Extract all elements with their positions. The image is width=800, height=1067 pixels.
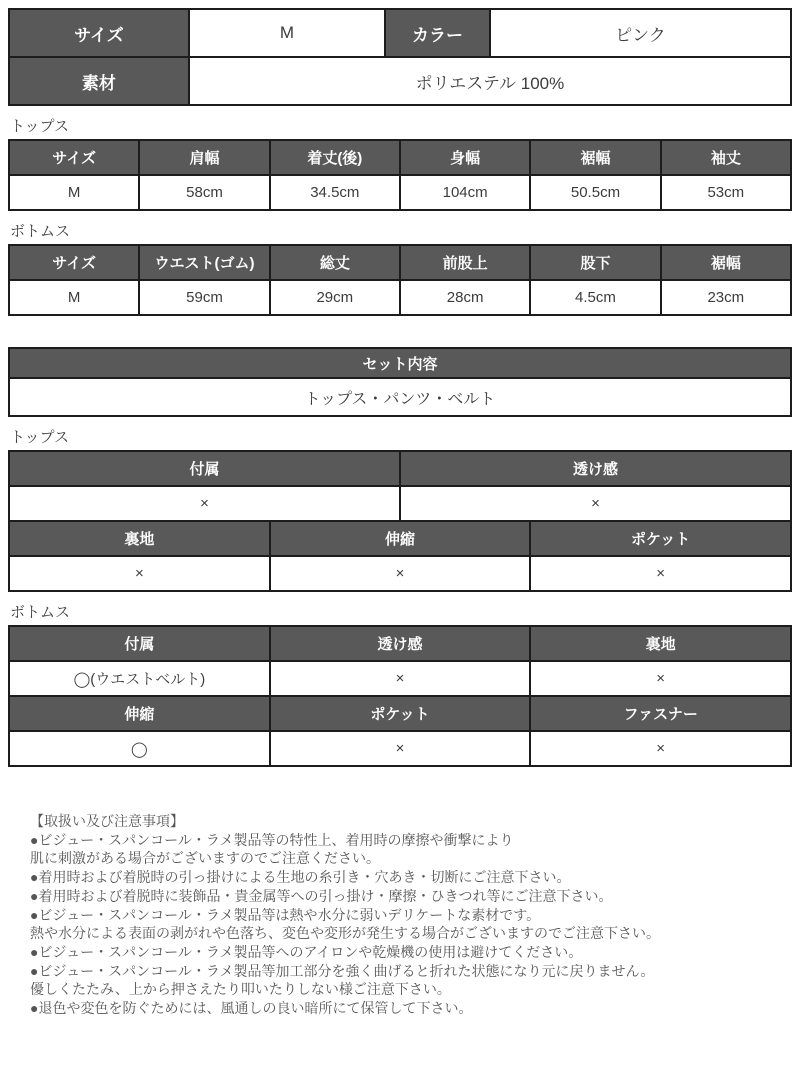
care-note-line: 優しくたたみ、上から押さえたり叩いたりしない様ご注意下さい。 bbox=[30, 981, 451, 998]
header-cell: 透け感 bbox=[270, 626, 531, 661]
header-cell: 身幅 bbox=[400, 140, 530, 175]
value-cell: × bbox=[530, 661, 791, 696]
tops-section-label: トップス bbox=[10, 118, 69, 135]
bottoms-section-label: ボトムス bbox=[10, 223, 71, 240]
header-cell: 前股上 bbox=[400, 245, 530, 280]
size-value-cell: M bbox=[189, 9, 385, 57]
set-contents-value-cell: トップス・パンツ・ベルト bbox=[9, 378, 791, 416]
summary-table bbox=[8, 8, 792, 106]
table-row bbox=[9, 661, 791, 696]
header-cell: ファスナー bbox=[530, 696, 791, 731]
value-cell: × bbox=[270, 556, 531, 591]
header-cell: 着丈(後) bbox=[270, 140, 400, 175]
material-value-cell: ポリエステル 100% bbox=[189, 57, 791, 105]
header-cell: 伸縮 bbox=[270, 521, 531, 556]
value-cell: 34.5cm bbox=[270, 175, 400, 210]
color-header-cell: カラー bbox=[385, 9, 490, 57]
value-cell: 104cm bbox=[400, 175, 530, 210]
care-note-line: ●ビジュー・スパンコール・ラメ製品等へのアイロンや乾燥機の使用は避けてください。 bbox=[30, 943, 583, 960]
color-value-cell: ピンク bbox=[490, 9, 791, 57]
care-note-line: ●退色や変色を防ぐためには、風通しの良い暗所にて保管して下さい。 bbox=[30, 1000, 473, 1017]
table-row bbox=[9, 378, 791, 416]
table-row bbox=[9, 140, 791, 175]
value-cell: × bbox=[400, 486, 791, 521]
table-row bbox=[9, 626, 791, 661]
value-cell: × bbox=[9, 556, 270, 591]
value-cell: × bbox=[270, 661, 531, 696]
header-cell: ポケット bbox=[530, 521, 791, 556]
care-note-line: ●ビジュー・スパンコール・ラメ製品等加工部分を強く曲げると折れた状態になり元に戻りません。 bbox=[30, 962, 655, 979]
value-cell: ◯(ウエストベルト) bbox=[9, 661, 270, 696]
value-cell: × bbox=[9, 486, 400, 521]
header-cell: ウエスト(ゴム) bbox=[139, 245, 269, 280]
table-row bbox=[9, 486, 791, 521]
header-cell: 付属 bbox=[9, 451, 400, 486]
value-cell: 59cm bbox=[139, 280, 269, 315]
value-cell: 58cm bbox=[139, 175, 269, 210]
header-cell: 透け感 bbox=[400, 451, 791, 486]
table-row bbox=[9, 696, 791, 731]
value-cell: ◯ bbox=[9, 731, 270, 766]
value-cell: × bbox=[530, 731, 791, 766]
bottoms-features-table bbox=[8, 625, 792, 767]
material-header-cell: 素材 bbox=[9, 57, 189, 105]
value-cell: 50.5cm bbox=[530, 175, 660, 210]
header-cell: 付属 bbox=[9, 626, 270, 661]
table-row bbox=[9, 280, 791, 315]
header-cell: 肩幅 bbox=[139, 140, 269, 175]
tops-features-table bbox=[8, 450, 792, 592]
bottoms-features-section-label: ボトムス bbox=[10, 604, 71, 621]
care-notes-title: 【取扱い及び注意事項】 bbox=[30, 813, 184, 829]
header-cell: ポケット bbox=[270, 696, 531, 731]
tops-features-section-label: トップス bbox=[10, 429, 69, 446]
table-row bbox=[9, 731, 791, 766]
header-cell: 総丈 bbox=[270, 245, 400, 280]
header-cell: 伸縮 bbox=[9, 696, 270, 731]
header-cell: 袖丈 bbox=[661, 140, 791, 175]
care-note-line: 熱や水分による表面の剥がれや色落ち、変色や変形が発生する場合がございますのでご注意下さい。 bbox=[30, 925, 660, 942]
care-note-line: ●着用時および着脱時の引っ掛けによる生地の糸引き・穴あき・切断にご注意下さい。 bbox=[30, 869, 571, 886]
header-cell: 裏地 bbox=[9, 521, 270, 556]
set-contents-header-cell: セット内容 bbox=[9, 348, 791, 378]
header-cell: サイズ bbox=[9, 140, 139, 175]
table-row bbox=[9, 451, 791, 486]
table-row bbox=[9, 521, 791, 556]
care-note-line: ●ビジュー・スパンコール・ラメ製品等の特性上、着用時の摩擦や衝撃により bbox=[30, 831, 514, 848]
value-cell: 28cm bbox=[400, 280, 530, 315]
care-notes bbox=[8, 812, 792, 1018]
tops-spec-table bbox=[8, 139, 792, 211]
header-cell: 裏地 bbox=[530, 626, 791, 661]
value-cell: 4.5cm bbox=[530, 280, 660, 315]
care-note-line: ●着用時および着脱時に装飾品・貴金属等への引っ掛け・摩擦・ひきつれ等にご注意下さい。 bbox=[30, 887, 613, 904]
header-cell: 裾幅 bbox=[661, 245, 791, 280]
header-cell: 股下 bbox=[530, 245, 660, 280]
header-cell: サイズ bbox=[9, 245, 139, 280]
value-cell: × bbox=[270, 731, 531, 766]
value-cell: 53cm bbox=[661, 175, 791, 210]
header-cell: 裾幅 bbox=[530, 140, 660, 175]
value-cell: M bbox=[9, 280, 139, 315]
table-row bbox=[9, 57, 791, 105]
table-row bbox=[9, 348, 791, 378]
table-row bbox=[9, 556, 791, 591]
care-note-line: 肌に刺激がある場合がございますのでご注意ください。 bbox=[30, 850, 380, 867]
size-header-cell: サイズ bbox=[9, 9, 189, 57]
value-cell: 29cm bbox=[270, 280, 400, 315]
value-cell: 23cm bbox=[661, 280, 791, 315]
set-contents-table bbox=[8, 347, 792, 417]
value-cell: × bbox=[530, 556, 791, 591]
table-row bbox=[9, 9, 791, 57]
care-note-line: ●ビジュー・スパンコール・ラメ製品等は熱や水分に弱いデリケートな素材です。 bbox=[30, 906, 541, 923]
table-row bbox=[9, 175, 791, 210]
value-cell: M bbox=[9, 175, 139, 210]
bottoms-spec-table bbox=[8, 244, 792, 316]
table-row bbox=[9, 245, 791, 280]
